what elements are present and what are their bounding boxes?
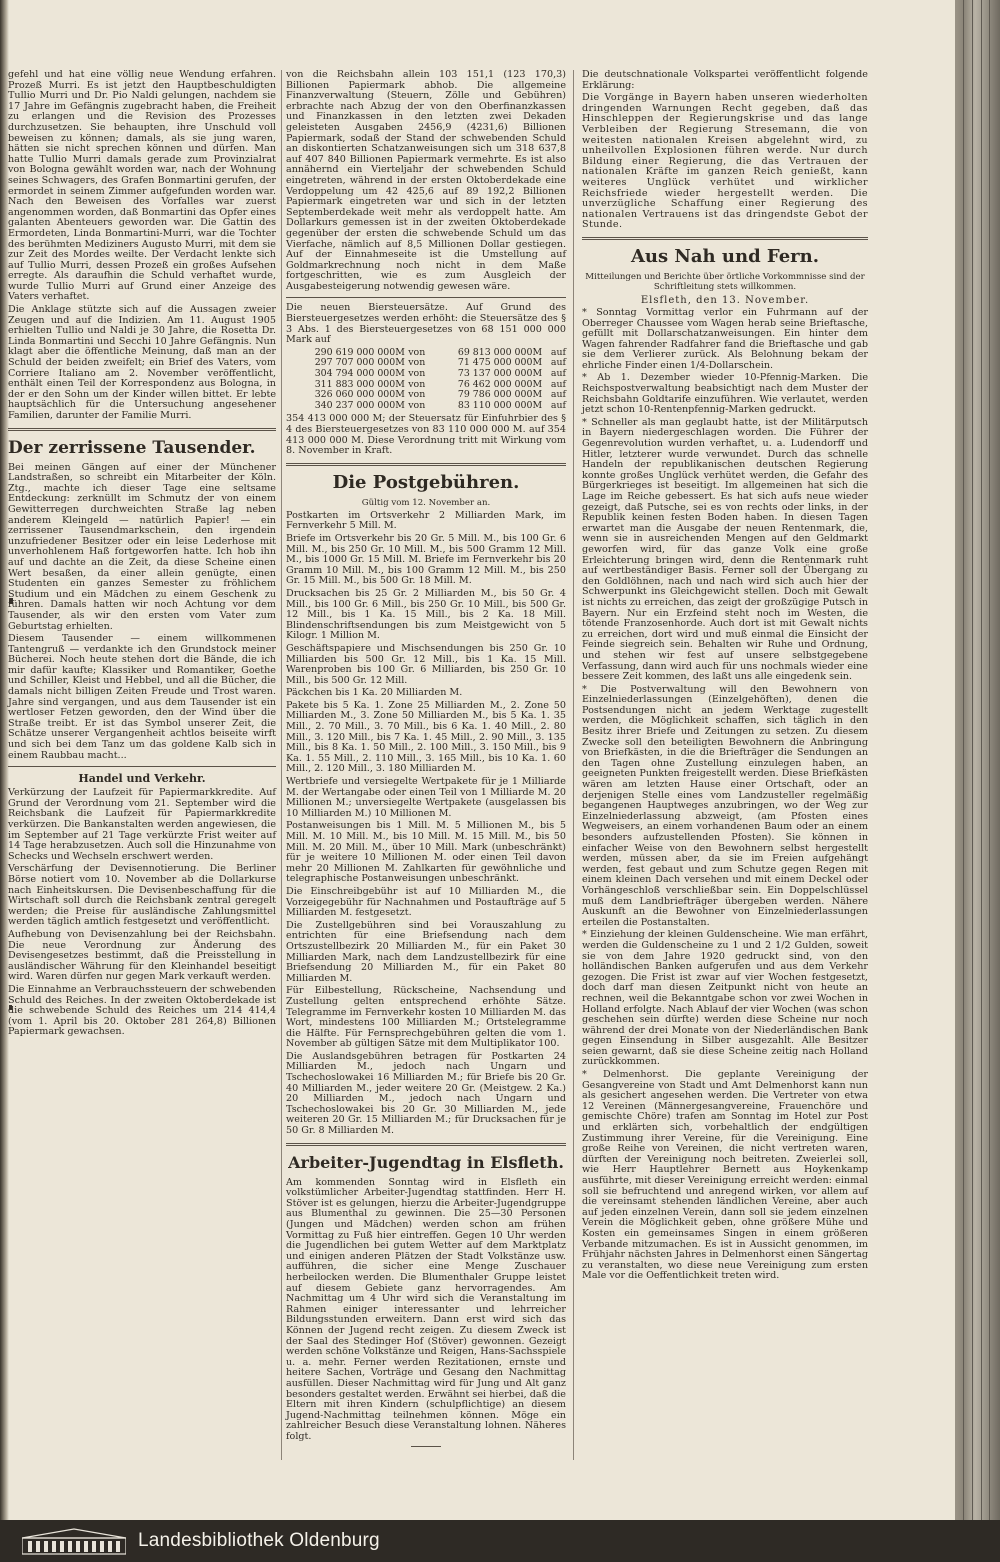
biersteuer-cell: M (532, 378, 543, 390)
biersteuer-table (286, 348, 566, 412)
headline-arbeiter-jugendtag: Arbeiter-Jugendtag in Elsfleth. (288, 1152, 564, 1172)
biersteuer-cell: 297 707 000 000 (314, 357, 396, 369)
article-tausender-part1: Bei meinen Gängen auf einer der Münchener Landstraßen, so schreibt ein Mitarbeiter der Köln. Ztg., machte ich dieser Tage eine seltsame Entdeckung: zerknüllt im Schmutz der von einem Gewitterregen durchweichten Straße lag neben anderem Kleingeld — natürlich Papier! — ein zerrissener Tausendmarkschein, den irgendein unzufriedener Besitzer oder ein leise Lederhose mit unverhohlenem Haß fortgeworfen hatte. Ich hob ihn auf und dachte an die Zeit, da diese Scheine einen Wert besaßen, da einer allein genügte, einen Studenten ein ganzes Semester zu fröhlichem Studium und ein Mädchen zu einem Geschenk zu führen. Damals hatten wir noch Achtung vor dem Tausender, als wir den ersten vom Vater zum Geburtstag erhielten. (8, 461, 276, 632)
article-devisenzahlung: Aufhebung von Devisenzahlung bei der Reichsbahn. Die neue Verordnung zur Änderung des Devisengesetzes bestimmt, daß die Preisstellung in ausländischer Währung für den Kleinhandel beseitigt wird. Waren dürfen nur gegen Mark verkauft werden. (8, 928, 276, 983)
heading-handel-verkehr: Handel und Verkehr. (78, 772, 206, 786)
biersteuer-cell: 69 813 000 000 (457, 346, 533, 358)
column-2 (286, 70, 566, 1447)
biersteuer-cell: M (532, 399, 543, 411)
column-3 (582, 70, 868, 1284)
biersteuer-cell: 311 883 000 000 (314, 378, 396, 390)
biersteuer-cell: 290 619 000 000 (314, 346, 396, 358)
biersteuer-cell: von (408, 346, 426, 358)
post-postanweisungen: Postanweisungen bis 1 Mill. M. 5 Millionen M., bis 5 Mill. M. 10 Mill. M., bis 10 Mill. M. 15 Mill. M., bis 50 Mill. M. 20 Mill. M., über 10 Mill. Mark (unbeschränkt) für je weitere 10 Millionen M. oder einen Teil davon mehr 20 Millionen M. Zahlkarten für gewöhnliche und telegraphische Postanweisungen unbeschränkt. (286, 820, 566, 885)
post-geschaeftspapiere: Geschäftspapiere und Mischsendungen bis 250 Gr. 10 Milliarden bis 500 Gr. 12 Mill., bis 1 Ka. 15 Mill. Warenproben bis 100 Gr. 6 Milliarden, bis 250 Gr. 10 Mill., bis 500 Gr. 12 Mill. (286, 642, 566, 686)
dnvp-erklaerung: Die Vorgänge in Bayern haben unseren wiederholten dringenden Warnungen Recht gegeben, daß das Hinschleppen der Regierungskrise und das lange Verbleiben der Regierung Stresemann, die von weitesten nationalen Kreisen abgelehnt wird, zu unheilvollen Explosionen führen werde. Nur durch Bildung einer Regierung, die das Vertrauen der nationalen Kräfte im ganzen Reich genießt, kann weiteres Unglück verhütet und wirklicher Reichsfriede wieder hergestellt werden. Die unverzügliche Schaffung einer Regierung des nationalen Vertrauens ist das dringendste Gebot der Stunde. (582, 92, 868, 231)
section-divider (286, 297, 566, 298)
post-zustellgebuehren: Die Zustellgebühren sind bei Vorauszahlung zu entrichten für eine Briefsendung nach dem Ortszustellbezirk 20 Milliarden M., für ein Paket 30 Milliarden Mark, nach dem Landzustellbezirk für eine Briefsendung 20 Milliarden M., für ein Paket 80 Milliarden M. (286, 919, 566, 984)
dateline-elsfleth: Elsfleth, den 13. November. (640, 294, 810, 306)
post-telegramme: Für Eilbestellung, Rückscheine, Nachsendung und Zustellung gelten entsprechend erhöhte Sätze. Telegramme im Fernverkehr kosten 10 Milliarden M. das Wort, mindestens 100 Milliarden M.; Ortstelegramme die Hälfte. Für Fernsprechgebühren gelten die vom 1. November ab gültigen Sätze mit dem Multiplikator 100. (286, 985, 566, 1050)
post-pakete: Pakete bis 5 Ka. 1. Zone 25 Milliarden M., 2. Zone 50 Milliarden M., 3. Zone 50 Milliarden M., bis 5 Ka. 1. 35 Mill., 2. 70 Mill., 3. 70 Mill., bis 6 Ka. 1. 40 Mill., 2. 80 Mill., 3. 120 Mill., bis 7 Ka. 1. 45 Mill., 2. 90 Mill., 3. 135 Mill., bis 8 Ka. 1. 50 Mill., 2. 100 Mill., 3. 150 Mill., bis 9 Ka. 1. 55 Mill., 2. 110 Mill., 3. 165 Mill., bis 10 Ka. 1. 60 Mill., 2. 120 Mill., 3. 180 Milliarden M. (286, 699, 566, 775)
section-divider (8, 428, 276, 431)
section-divider (286, 1143, 566, 1146)
biersteuer-cell: 340 237 000 000 (314, 399, 396, 411)
biersteuer-cell: M (395, 389, 405, 401)
column-rule (281, 70, 282, 1460)
biersteuer-cell: M (395, 399, 405, 411)
article-devisennotierung: Verschärfung der Devisennotierung. Die Berliner Börse notiert vom 10. November ab die Dollarkurse nach Einheitskursen. Die Devisenbeschaffung für die Wirtschaft soll durch die Reichsbank zentral geregelt werden; die Preise für ausländische Zahlungsmittel werden täglich amtlich festgesetzt und veröffentlicht. (8, 863, 276, 928)
biersteuer-cell: M (532, 389, 543, 401)
biersteuer-cell: auf (550, 399, 566, 411)
post-paeckchen: Päckchen bis 1 Ka. 20 Milliarden M. (286, 687, 463, 699)
article-schwebende-schuld: Die Einnahme an Verbrauchssteuern der schwebenden Schuld des Reiches. In der zweiten Oktoberdekade ist die schwebende Schuld des Reiches um 214 414,4 (vom 1. April bis 20. Oktober 281 264,8) Billionen Papiermark gewachsen. (8, 983, 276, 1038)
biersteuer-cell: auf (550, 346, 566, 358)
biersteuer-cell: 79 786 000 000 (457, 389, 533, 401)
article-tausender-part2: Diesem Tausender — einem willkommenen Tantengruß — verdankte ich den Grundstock meiner Bücherei. Noch heute stehen dort die Bände, die ich mir dafür kaufte; Klassiker und Romantiker, Goethe und Schiller, Kleist und Hebbel, und all die Bücher, die damals nicht billigen Zeiten Freude und Trost waren. Jahre sind vergangen, und aus dem Tausender ist ein wertloser Fetzen geworden, den der Wind über die Straße treibt. Er ist das Symbol unserer Zeit, die Schätze unserer Vergangenheit achtlos beiseite wirft und sich bei dem Tanz um das goldene Kalb sich in einem Raubbau macht... (8, 633, 276, 761)
local-guldenscheine: * Einziehung der kleinen Guldenscheine. Wie man erfährt, werden die Guldenscheine zu 1 und 2 1/2 Gulden, soweit sie von dem Jahre 1920 gedruckt sind, von den holländischen Banken aufgerufen und aus dem Verkehr gezogen. Die Frist ist zwar auf vier Wochen festgesetzt, doch darf man diesen Zeitpunkt nicht von heute an rechnen, weil die Bekanntgabe schon vor zwei Wochen in Holland erfolgte. Nach Ablauf der vier Wochen (was schon geschehen sein dürfte) werden diese Scheine nur noch während der drei Monate von der Niederländischen Bank gegen Einsendung in Silber ausgezahlt. Alle Besitzer seien gewarnt, daß sie diese Scheine zeitig nach Holland zurückkommen. (582, 929, 868, 1068)
biersteuer-cell: M (395, 368, 405, 380)
post-drucksachen: Drucksachen bis 25 Gr. 2 Milliarden M., bis 50 Gr. 4 Mill., bis 100 Gr. 6 Mill., bis 250 Gr. 10 Mill., bis 500 Gr. 12 Mill., bis 1 Ka. 15 Mill., bis 2 Ka. 18 Mill. Blindenschriftsendungen bis zum Meistgewicht von 5 Kilogr. 1 Million M. (286, 587, 566, 642)
headline-zerrissene-tausender: Der zerrissene Tausender. (8, 437, 256, 458)
library-name: Landesbibliothek Oldenburg (138, 1530, 380, 1551)
local-militaerputsch: * Schneller als man geglaubt hatte, ist der Militärputsch in Bayern niedergeschlagen worden. Die Führer der Gegenrevolution wurden verhaftet, u. a. Ludendorff und Hitler, letzterer wurde verwundet. Durch das schnelle Handeln der republikanischen deutschen Regierung konnte großes Unglück verhütet werden, die Gefahr des Bürgerkrieges ist beseitigt. Im allgemeinen hat sich die Lage im Reiche gebessert. Es hat sich aufs neue wieder gezeigt, daß Putsche, sei es von rechts oder links, in der Republik keinen festen Boden haben. In diesen Tagen erwartet man die Ausgabe der neuen Rentenmark, die, wenn sie in ausreichenden Mengen auf den Geldmarkt geworfen wird, für das ganze Volk eine große Erleichterung bringen wird, denn die Rentenmark ruht auf wertbeständiger Basis. Ferner soll der Übergang zu den Goldlöhnen, nach und nach wird sich auch hier der Schwerpunkt ins Gleichgewicht stellen. Doch mit Gewalt ist nichts zu erreichen, das zeigt der großzügige Putsch in Bayern. Nur ein Erzfeind steht noch im Westen, die tötende Franzosenhorde. Auch dort ist mit Gewalt nichts zu erreichen, dort wird und muß einmal die Einsicht der Feinde siegreich sein. Behalten wir Ruhe und Ordnung, und stehen wir fest auf unsere selbstgegebene Verfassung, dann wird auch für uns nochmals wieder eine bessere Zeit kommen, des laßt uns alle eingedenk sein. (582, 416, 868, 683)
biersteuer-cell: 71 475 000 000 (457, 357, 533, 369)
biersteuer-cell: M (395, 378, 405, 390)
biersteuer-cell: von (408, 389, 426, 401)
biersteuer-cell: 73 137 000 000 (457, 368, 533, 380)
local-delmenhorst: * Delmenhorst. Die geplante Vereinigung der Gesangvereine von Stadt und Amt Delmenhorst kann nun als gesichert angesehen werden. Die Vertreter von etwa 12 Vereinen (Männergesangvereine, Frauenchöre und gemischte Chöre) trafen am Sonntag im Hotel zur Post und erklärten sich, vorbehaltlich der endgültigen Zustimmung ihrer Vereine, für die Vereinigung. Eine große Reihe von Vereinen, die nicht vertreten waren, dürften der Vereinigung noch beitreten. Zweierlei soll, wie Herr Hauptlehrer Bernett aus Hoykenkamp ausführte, mit dieser Vereinigung erreicht werden: einmal soll sie befruchtend und anregend wirken, vor allem auf die vereinsamt stehenden ländlichen Vereine, aber auch auf jeden einzelnen Verein, dann soll sie jedem einzelnen Verein die Möglichkeit geben, ohne größere Mühe und Kosten ein gemeinsames Singen in einem größeren Verbande mitzumachen. Es ist in Aussicht genommen, im Frühjahr nächsten Jahres in Delmenhorst einen Sängertag zu veranstalten, wo diese neue Vereinigung zum ersten Male vor die Oeffentlichkeit treten wird. (582, 1069, 868, 1282)
section-divider (286, 463, 566, 466)
article-laufzeit-papiermark: Verkürzung der Laufzeit für Papiermarkkredite. Auf Grund der Verordnung vom 21. September wird die Reichsbank die Laufzeit für Papiermarkkredite verkürzen. Die Bankanstalten werden angewiesen, die im September auf 21 Tage verkürzte Frist weiter auf 14 Tage herabzusetzen. Auch soll die Hinzunahme von Schecks und Wechseln erschwert werden. (8, 787, 276, 862)
article-biersteuer-end: 354 413 000 000 M; der Steuersatz für Einfuhrbier des § 4 des Biersteuergesetzes von 83 110 000 000 M. auf 354 413 000 000 M. Diese Verordnung tritt mit Wirkung vom 8. November in Kraft. (286, 413, 566, 457)
biersteuer-cell: 76 462 000 000 (457, 378, 533, 390)
biersteuer-cell: 326 060 000 000 (314, 389, 396, 401)
biersteuer-cell: auf (550, 389, 566, 401)
headline-aus-nah-und-fern: Aus Nah und Fern. (630, 245, 820, 267)
biersteuer-cell: auf (550, 368, 566, 380)
library-footer (0, 1520, 1000, 1562)
biersteuer-cell: M (395, 346, 405, 358)
biersteuer-cell: auf (550, 378, 566, 390)
article-arbeiter-jugendtag: Am kommenden Sonntag wird in Elsfleth ein volkstümlicher Arbeiter-Jugendtag stattfinden. Herr H. Stöver ist es gelungen, hierzu die Arbeiter-Jugendgruppe aus Blumenthal zu gewinnen. Die 25—30 Personen (Jungen und Mädchen) werden schon am frühen Vormittag zu Fuß hier eintreffen. Gegen 10 Uhr werden die Jugendlichen bei gutem Wetter auf dem Marktplatz und einigen anderen Plätzen der Stadt Volkstänze usw. aufführen, die sicher eine Menge Zuschauer herbeilocken werden. Die Blumenthaler Gruppe leistet auf diesem Gebiete ganz hervorragendes. Am Nachmittag um 4 Uhr wird sich die Veranstaltung im Rahmen einiger interessanter und lehrreicher Bildungsstunden erweitern. Dann erst wird sich das Können der Jugend recht zeigen. Zu diesem Zweck ist der Saal des Stedinger Hof (Stöver) gewonnen. Gezeigt werden schöne Volkstänze und Reigen, Hans-Sachsspiele u. a. mehr. Ferner werden Rezitationen, ernste und heitere Sachen, Vorträge und Gesang den Nachmittag ausfüllen. Dieser Nachmittag wird für Jung und Alt ganz besonders gestaltet werden. Erwähnt sei hierbei, daß die Eltern mit ihren Kindern (schulpflichtige) an diesem Jugend-Nachmittag teilnehmen können. Möge ein zahlreicher Besuch diese Veranstaltung lohnen. Näheres folgt. (286, 1176, 566, 1442)
page-stack-edge (955, 0, 1000, 1520)
library-building-icon (22, 1528, 126, 1556)
post-briefe: Briefe im Ortsverkehr bis 20 Gr. 5 Mill. M., bis 100 Gr. 6 Mill. M., bis 250 Gr. 10 Mill. M., bis 500 Gramm 12 Mill. M., bis 1000 Gr. 15 Mill. M. Briefe im Fernverkehr bis 20 Gramm 10 Mill. M., bis 100 Gramm 12 Mill. M., bis 250 Gr. 15 Mill. M., bis 500 Gr. 18 Mill. M. (286, 532, 566, 587)
column-rule (573, 70, 574, 1460)
biersteuer-cell: M (532, 346, 543, 358)
biersteuer-cell: auf (550, 357, 566, 369)
end-mark (411, 1446, 441, 1447)
column-1 (8, 70, 276, 1040)
biersteuer-cell: M (395, 357, 405, 369)
biersteuer-cell: von (408, 378, 426, 390)
biersteuer-cell: von (408, 357, 426, 369)
biersteuer-cell: 304 794 000 000 (314, 368, 396, 380)
article-biersteuer-intro: Die neuen Biersteuersätze. Auf Grund des Biersteuergesetzes werden erhöht: die Steuersätze des § 3 Abs. 1 des Biersteuergesetzes von 68 151 000 000 Mark auf (286, 302, 566, 346)
biersteuer-cell: von (408, 399, 426, 411)
post-wertbriefe: Wertbriefe und versiegelte Wertpakete für je 1 Milliarde M. der Wertangabe oder einen Teil von 1 Milliarde M. 20 Millionen M.; unversiegelte Wertpakete (ausgelassen bis 10 Milliarden M.) 10 Millionen M. (286, 776, 566, 819)
article-murri-part1: gefehl und hat eine völlig neue Wendung erfahren. Prozeß Murri. Es ist jetzt den Hauptbeschuldigten Tullio Murri und Dr. Pio Naldi gelungen, nachdem sie 17 Jahre im Gefängnis zugebracht haben, die Freiheit zu erlangen und die Revision des Prozesses durchzusetzen. Sie behaupten, ihre Unschuld voll beweisen zu können; damals, als sie jung waren, hätten sie nicht sprechen können und dürfen. Man hatte Tullio Murri damals gerade zum Provinzialrat von Bologna gewählt worden war, nach der Wohnung seines Schwagers, des Grafen Bonmartini gerufen, der ermordet in seinem Zimmer aufgefunden worden war. Nach den Beweisen des Vorfalles war zuerst angenommen worden, daß Bonmartini das Opfer eines galanten Abenteuers geworden war. Die Gattin des Ermordeten, Linda Bonmartini-Murri, war die Tochter des berühmten Mediziners Augusto Murri, mit dem sie zur Zeit des Mordes weilte. Der Verdacht lenkte sich auf Tullio Murri, dessen Prozeß ein großes Aufsehen erregte. Als daraufhin die Schuld verhaftet wurde, wurde Tullio Murri auf Grund einer Anzeige des Vaters verhaftet. (8, 69, 276, 303)
post-postkarten: Postkarten im Ortsverkehr 2 Milliarden Mark, im Fernverkehr 5 Mill. M. (286, 509, 566, 532)
biersteuer-row (286, 401, 566, 412)
section-divider (582, 237, 868, 240)
biersteuer-cell: M (532, 357, 543, 369)
biersteuer-cell: M (532, 368, 543, 380)
headline-postgebuehren: Die Postgebühren. (332, 471, 520, 493)
aus-nah-subtitle: Mitteilungen und Berichte über örtliche Vorkommnisse sind der Schriftleitung stets willkommen. (585, 271, 865, 292)
dnvp-intro: Die deutschnationale Volkspartei veröffentlicht folgende Erklärung: (582, 69, 868, 91)
article-murri-part2: Die Anklage stützte sich auf die Aussagen zweier Zeugen und auf die Indizien. Am 11. August 1905 erhielten Tullio und Naldi je 30 Jahre, die Rosetta Dr. Linda Bonmartini und Secchi 10 Jahre Gefängnis. Nun klagt aber die öffentliche Meinung, daß man an der Schuld der beiden zweifelt; ein Brief des Vaters, vom Corriere Italiano am 2. November veröffentlicht, enthält einen Teil der Korrespondenz aus Bologna, in der er den Sohn um der Kinder willen bittet. Er lebte hauptsächlich für die Untersuchung angesehener Familien, darunter der Familie Murri. (8, 304, 276, 421)
local-brieftasche: * Sonntag Vormittag verlor ein Fuhrmann auf der Oberreger Chaussee vom Wagen herab seine Brieftasche, gefüllt mit Dollarschatzanweisungen. Ein hinter dem Wagen fahrender Radfahrer fand die Brieftasche und gab sie dem Verlierer zurück. Als Belohnung bekam der ehrliche Finder einen 1/4-Dollarschein. (582, 306, 868, 371)
local-pfennig-marken: * Ab 1. Dezember wieder 10-Pfennig-Marken. Die Reichspostverwaltung beabsichtigt nach dem Muster der Reichsbahn Goldtarife einzuführen. Wie verlautet, werden jetzt schon 10-Rentenpfennig-Marken gedruckt. (582, 372, 868, 416)
biersteuer-cell: von (408, 368, 426, 380)
local-briefkaesten: * Die Postverwaltung will den Bewohnern von Einzelniederlassungen (Einzelgehöften), denen die Postsendungen nicht an jedem Werktage zugestellt werden, die Möglichkeit schaffen, sich täglich in den Besitz ihrer Briefe und Zeitungen zu setzen. Zu diesem Zwecke soll den beteiligten Bewohnern die Anbringung von Briefkästen, in die die Briefträger die Sendungen an den Tagen ohne Zustellung einzulegen haben, an geeigneten Punkten freigestellt werden. Diese Briefkästen wären am letzten Hause einer Ortschaft, oder an derjenigen Stelle eines vom Landzusteller regelmäßig begangenen Hauptweges anzubringen, wo der Weg zur Einzelniederlassung abzweigt, (am Pfosten eines Wegweisers, an einem vorhandenen Baum oder an einem besonders aufzustellenden Pfosten). Sie können in einfacher Weise von den Bewohnern selbst hergestellt werden, müssen aber, da sie im Freien aufgehängt werden, fest gebaut und zum Schutze gegen Regen mit einem kleinen Dach versehen und mit einem Deckel oder Vorhängeschloß verschließbar sein. Ein Doppelschlüssel muß dem Landbriefträger übergeben werden. Nähere Auskunft an die Bewohner von Einzelniederlassungen erteilen die Postanstalten. (582, 683, 868, 928)
section-divider (8, 766, 276, 767)
biersteuer-cell: 83 110 000 000 (457, 399, 533, 411)
article-schwebende-schuld-cont: von die Reichsbahn allein 103 151,1 (123 170,3) Billionen Papiermark abhob. Die allgemeine Finanzverwaltung (Steuern, Zölle und Gebühren) erbrachte nach Abzug der von den Oberfinanzkassen und Finanzkassen in den letzten zwei Dekaden geleisteten Ausgaben 2456,9 (4231,6) Billionen Papiermark, sodaß der Stand der schwebenden Schuld an diskontierten Schatzanweisungen sich um 318 637,8 auf 407 840 Billionen Papiermark vermehrte. Es ist also annähernd ein Vierteljahr der schwebenden Schuld eingetreten, während in der ersten Oktoberdekade eine Verdoppelung um 42 425,6 auf 89 192,2 Billionen Papiermark eingetreten war und sich in der letzten Septemberdekade weit mehr als verdoppelt hatte. Am Dollarkurs gemessen ist in der zweiten Oktoberdekade gegenüber der ersten die schwebende Schuld um das Vierfache, nämlich auf 8,5 Millionen Dollar gestiegen. Auf der Einnahmeseite ist die Umstellung auf Goldmarkrechnung noch nicht in dem Maße fortgeschritten, wie es zum Ausgleich der Ausgabesteigerung notwendig gewesen wäre. (286, 69, 566, 292)
postgebuehren-subtitle: Gültig vom 12. November an. (361, 497, 491, 508)
post-einschreibgebuehr: Die Einschreibgebühr ist auf 10 Milliarden M., die Vorzeigegebühr für Nachnahmen und Postaufträge auf 5 Milliarden M. festgesetzt. (286, 885, 566, 919)
post-auslandsgebuehren: Die Auslandsgebühren betragen für Postkarten 24 Milliarden M., jedoch nach Ungarn und Tschechoslowakei 16 Milliarden M.; für Briefe bis 20 Gr. 40 Milliarden M., jeder weitere 20 Gr. (Meistgew. 2 Ka.) 20 Milliarden M., jedoch nach Ungarn und Tschechoslowakei bis 20 Gr. 30 Milliarden M., jede weiteren 20 Gr. 15 Milliarden M.; für Drucksachen für je 50 Gr. 8 Milliarden M. (286, 1050, 566, 1137)
